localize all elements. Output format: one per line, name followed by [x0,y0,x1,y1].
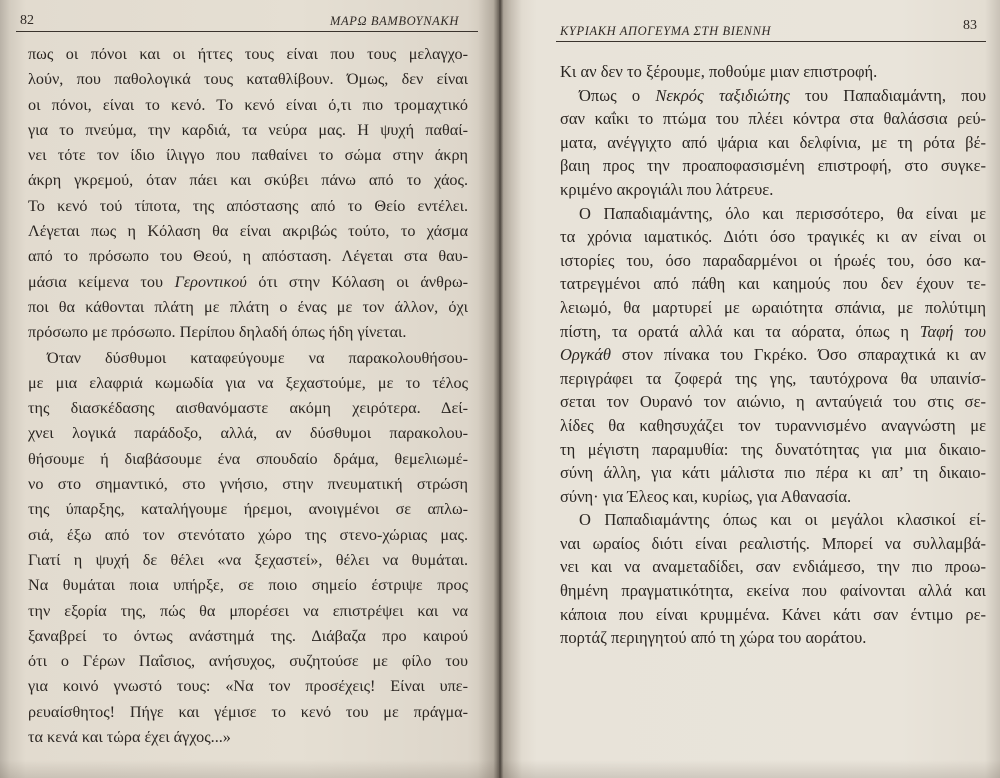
line-text: στον πίνακα του Γκρέκο. Όσο σπαραχτικά κι αν [611,345,986,365]
line-text: ρευαίσθητος! Πήγε και γέμισε το κενό του με πράγμα- [28,702,468,721]
line-text: Λέγεται πως η Κόλαση θα είναι ακριβώς τούτο, το χάσμα [28,222,468,241]
text-line [560,249,986,273]
line-text: τα χρόνια ιαματικός. Διότι όσο τραγικές κι αν είναι οι [560,227,986,247]
text-line [560,367,986,391]
italic-title: Ταφή του [919,321,986,341]
text-line [560,202,986,226]
text-line [560,84,986,108]
line-text: θημένη πραγματικότητα, εκείνα που φαίνονται αλλά και [560,581,986,601]
line-text: νει και να αναμεταδίδει, σαν ενδιάμεσο, την πιο προω- [560,557,986,577]
text-line [28,649,468,674]
text-line [560,414,986,438]
line-text: Όπως ο [579,85,656,105]
line-text: άκρη γκρεμού, όταν πάει και σκύβει πάνω από το χάος. [28,171,468,190]
line-text: σαν καΐκι το πτώμα του πλέει κόντρα στα θαλάσσια ρεύ- [560,109,986,129]
line-text: οι πόνοι, είναι το κενό. Το κενό είναι ό,τι πιο τρομαχτικό [28,95,468,114]
text-line [560,485,986,509]
line-text: κάποια που είναι κρυμμένα. Κάνει κάτι σαν έντιμο ρε- [560,604,986,624]
line-text: νει τότε τον ίδιο ίλιγγο που παθαίνει το σώμα στην άκρη [28,146,468,165]
line-text: σύνη άλλη, για κάτι μάλιστα πιο πέρα κι απ’ τη δικαιο- [560,463,986,483]
line-text: ματα, ανέγγιχτο από ψάρια και δελφίνια, με τη ρότα βέ- [560,132,986,152]
line-text: ποι θα κάθονται πλάτη με πλάτη ο ένας με τον άλλον, όχι [28,297,468,316]
text-line [560,438,986,462]
line-text: Όταν δύσθυμοι καταφεύγουμε να παρακολουθήσου- [47,348,468,367]
line-text: της διασκέδασης αισθανόμαστε ακόμη χειρότερα. Δεί- [28,399,468,418]
text-line [28,67,468,92]
line-text: του Παπαδιαμάντη, που [789,85,987,105]
running-head-left: ΜΑΡΩ ΒΑΜΒΟΥΝΑΚΗ [330,14,459,28]
line-text: περιγράφει τα ζοφερά της γης, ταυτόχρονα θα υπαινίσ- [560,368,986,388]
text-line [28,371,468,396]
line-text: από το πρόσωπο του Θεού, η απόσταση. Λέγεται στα θαυ- [28,247,468,266]
text-line [28,396,468,421]
text-line [560,390,986,414]
right-page-body-text [560,60,986,650]
text-line [28,219,468,244]
text-line [28,599,468,624]
line-text: πορτάζ περιηγητού από τη χώρα του αοράτου. [560,628,867,648]
text-line [28,320,468,345]
line-text: Να θυμάται ποια υπήρξε, σε ποιο σημείο έστριψε προς [28,576,468,595]
text-line [560,626,986,650]
page-number-right: 83 [963,18,977,33]
line-text: σεται τον Ουρανό τον αιώνιο, η ανταύγειά του στις σε- [560,392,986,412]
text-line [560,508,986,532]
line-text: ναι ωραίος διότι είναι ρεαλιστής. Μπορεί να συλλαμβά- [560,533,986,553]
text-line [28,472,468,497]
line-text: την εξορία της, πώς θα μπορέσει να επιστρέψει και να [28,601,468,620]
text-line [28,93,468,118]
running-head-right: ΚΥΡΙΑΚΗ ΑΠΟΓΕΥΜΑ ΣΤΗ ΒΙΕΝΝΗ [560,24,772,38]
text-line [28,42,468,67]
line-text: Το κενό τού τίποτα, της απόστασης από το Θείο εντέλει. [28,196,468,215]
text-line [28,674,468,699]
text-line [560,579,986,603]
line-text: λούν, που παθολογικά τους καταθλίβουν. Όμως, δεν είναι [28,70,468,89]
text-line [560,296,986,320]
text-line [28,447,468,472]
text-line [28,270,468,295]
line-text: σύνη· για Έλεος και, κυρίως, για Αθανασία. [560,486,852,506]
line-text: για κοινό γνωστό τους: «Να τον προσέχεις! Είναι υπε- [28,677,468,696]
line-text: ότι στην Κόλαση οι άνθρω- [246,272,469,291]
text-line [560,154,986,178]
text-line [28,295,468,320]
text-line [28,624,468,649]
header-rule-left [16,31,478,32]
text-line [28,118,468,143]
text-line [28,548,468,573]
text-line [28,194,468,219]
header-rule-right [556,41,986,42]
italic-title: Νεκρός ταξιδιώτης [655,85,790,105]
text-line [28,168,468,193]
line-text: ότι ο Γέρων Παΐσιος, ανήσυχος, συζητούσε με φίλο του [28,652,468,671]
text-line [28,244,468,269]
line-text: τα κενά και τώρα έχει άγχος...» [28,728,231,747]
italic-title: Γεροντικού [174,272,247,291]
text-line [560,603,986,627]
line-text: βαιη προς την προαποφασισμένη επιστροφή, στο συγκε- [560,156,986,176]
italic-title: Οργκάθ [560,345,612,365]
line-text: Ο Παπαδιαμάντης όπως και οι μεγάλοι κλασικοί εί- [579,510,986,530]
text-line [28,725,468,750]
text-line [560,532,986,556]
line-text: Ο Παπαδιαμάντης, όλο και περισσότερο, θα είναι με [579,203,986,223]
line-text: ιστορίες του, όσο παραδαρμένοι οι ήρωές του, όσο κα- [560,250,986,270]
text-line [560,555,986,579]
text-line [560,343,986,367]
text-line [28,421,468,446]
text-line [28,143,468,168]
line-text: νο στο σημαντικό, στο γνήσιο, στην πνευματική στρώση [28,475,468,494]
text-line [560,461,986,485]
line-text: λίδες θα καθησυχάζει τον τυραννισμένο αναγνώστη με [560,415,986,435]
line-text: θήσουμε ή διαβάσουμε ένα σπουδαίο δράμα, θεμελιωμέ- [28,449,468,468]
line-text: Κι αν δεν το ξέρουμε, ποθούμε μιαν επιστροφή. [560,62,878,81]
line-text: μάσια κείμενα του [28,272,175,291]
text-line [28,346,468,371]
line-text: τη μέγιστη παραμυθία: της δυνατότητας για μια δικαιο- [560,439,986,459]
text-line [28,523,468,548]
text-line [560,131,986,155]
text-line [560,272,986,296]
text-line [560,320,986,344]
line-text: κριμένο ακρογιάλι που λάτρευε. [560,179,774,199]
text-line [28,497,468,522]
text-line [28,573,468,598]
text-line [560,178,986,202]
line-text: με μια ελαφριά κωμωδία για να ξεχαστούμε, με το τέλος [28,373,468,392]
text-line [560,225,986,249]
line-text: πως οι πόνοι και οι ήττες τους είναι που τους μελαγχο- [28,45,468,63]
line-text: Γιατί η ψυχή δε θέλει «να ξεχαστεί», θέλει να θυμάται. [28,550,468,569]
text-line [560,107,986,131]
line-text: πρόσωπο με πρόσωπο. Περίπου δηλαδή όπως ήδη γίνεται. [28,323,407,342]
line-text: για το πνεύμα, την καρδιά, τα νεύρα μας. Η ψυχή παθαί- [28,120,468,139]
line-text: λειωμό, θα μαρτυρεί με ωραιότητα σπάνια, με πολύτιμη [560,297,986,317]
line-text: χνει λογικά παράδοξο, αλλά, αν δύσθυμοι παρακολου- [28,424,468,443]
line-text: της ύπαρξης, καταλήγουμε ήρεμοι, ανοιγμένοι σε απλω- [28,500,468,519]
text-line [28,700,468,725]
line-text: ξαναβρεί το όντως ανάστημά της. Διάβαζα προ καιρού [28,626,468,645]
line-text: πίστη, τα ορατά αλλά και τα αόρατα, όπως η [560,321,920,341]
line-text: τατρεγμένοι από πάθη και καημούς που δεν έχουν τε- [560,274,986,294]
text-line [560,60,986,84]
page-number-left: 82 [20,13,34,28]
line-text: σιά, έξω από τον στενότατο χώρο της στενο-χώριας μας. [28,525,468,544]
left-page-body-text [28,42,468,750]
